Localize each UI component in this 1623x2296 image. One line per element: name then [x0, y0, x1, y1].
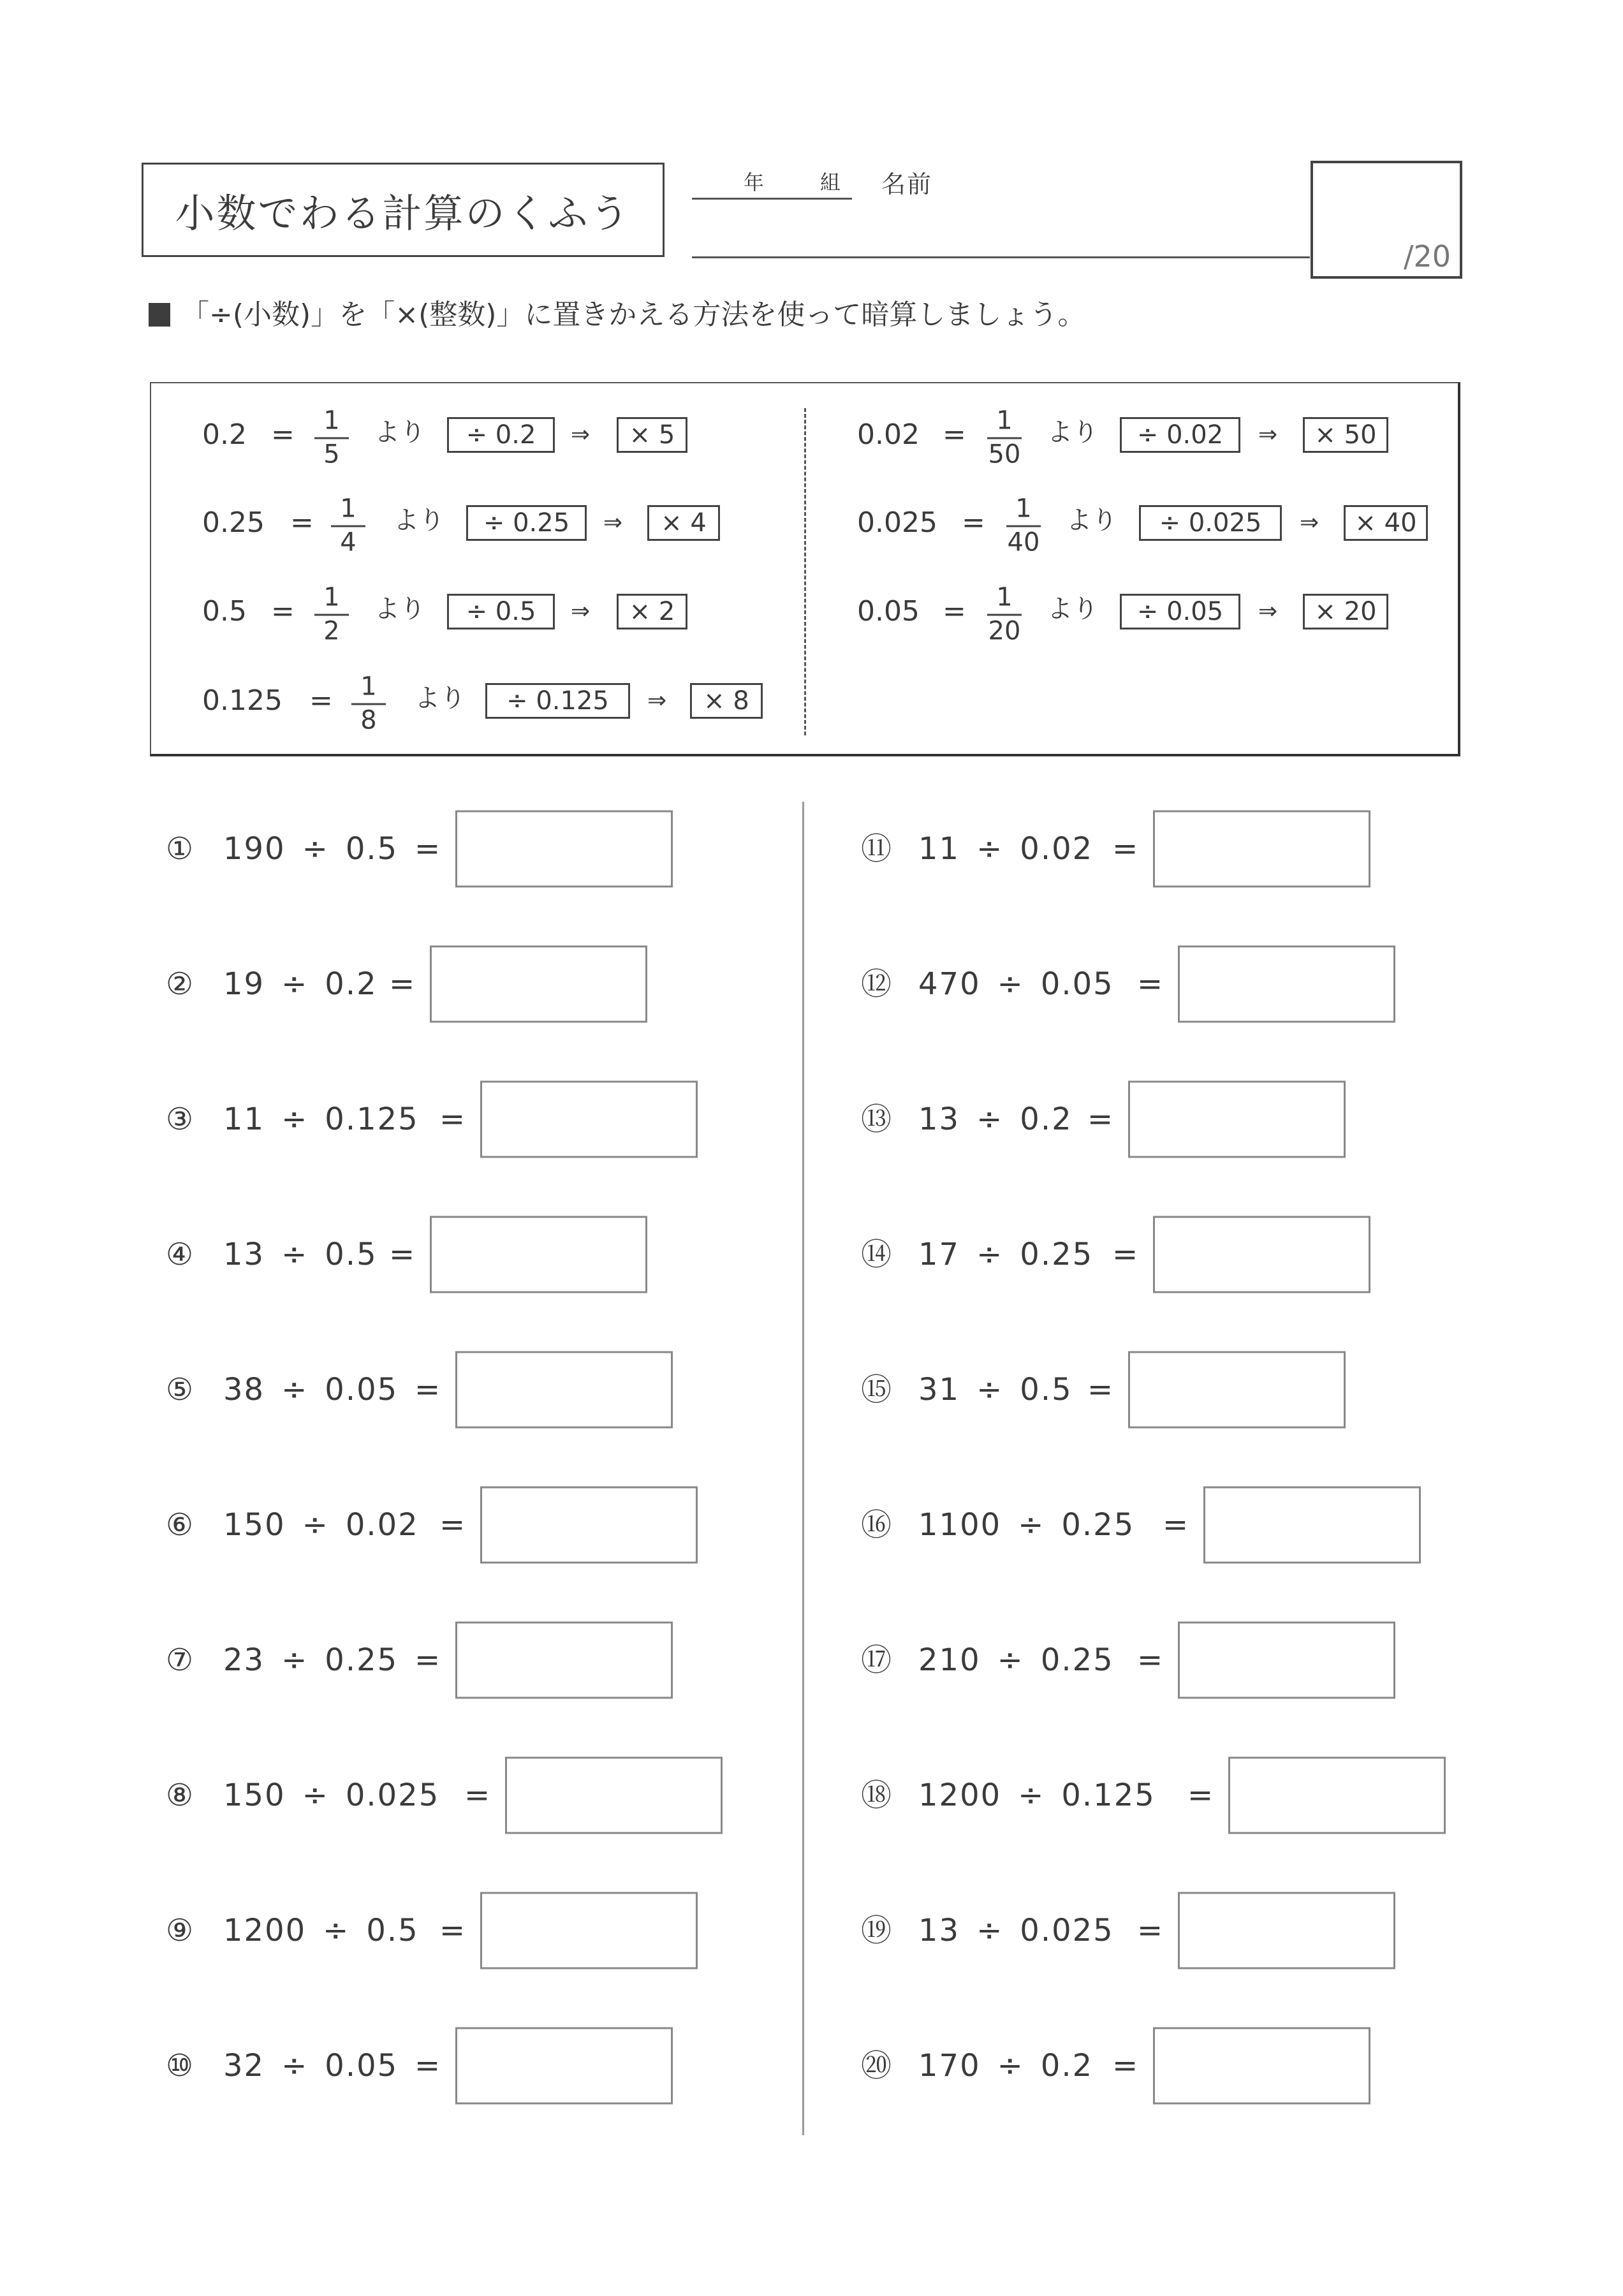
problem-number: ⑭ — [861, 1237, 892, 1272]
division-sign: ÷ — [281, 1237, 309, 1272]
problem-divisor: 0.5 — [325, 1237, 378, 1272]
example-fraction — [1004, 495, 1043, 557]
problem-divisor: 0.025 — [345, 1777, 440, 1813]
problem-divisor: 0.25 — [1020, 1237, 1094, 1272]
problem-number: ① — [166, 831, 194, 867]
example-divide-text: ÷ 0.2 — [466, 420, 536, 450]
example-divide-box — [1120, 417, 1240, 453]
name-label: 名前 — [881, 170, 933, 198]
problem-divisor: 0.05 — [1040, 966, 1114, 1002]
answer-box[interactable] — [480, 1487, 698, 1564]
example-multiply-box — [690, 683, 763, 719]
example-connector: より — [374, 594, 425, 624]
problem-dividend: 470 — [918, 966, 981, 1002]
example-divide-box — [447, 594, 555, 629]
problem-number: ⑲ — [861, 1913, 892, 1948]
fraction-bar — [331, 526, 365, 527]
example-equals: = — [309, 684, 333, 717]
division-sign: ÷ — [976, 1237, 1004, 1272]
problem-number: ⑤ — [166, 1372, 194, 1408]
example-equals: = — [943, 418, 966, 451]
problem-expression — [918, 831, 1093, 867]
problem-divisor: 0.5 — [366, 1913, 419, 1948]
fraction-denominator: 5 — [323, 439, 340, 469]
fraction-bar — [314, 614, 349, 616]
answer-box[interactable] — [480, 1081, 698, 1158]
worksheet-title: 小数でわる計算のくふう — [175, 189, 631, 237]
problem-equals: = — [1187, 1777, 1214, 1813]
problem-dividend: 11 — [223, 1101, 265, 1137]
example-multiply-text: × 50 — [1314, 420, 1377, 450]
problem-equals: = — [389, 966, 415, 1002]
example-multiply-text: × 8 — [703, 686, 749, 716]
answer-box[interactable] — [430, 946, 647, 1023]
example-connector: より — [393, 506, 444, 535]
problem-expression — [223, 1101, 419, 1137]
example-multiply-text: × 40 — [1355, 508, 1417, 538]
problem-dividend: 11 — [918, 831, 960, 867]
problem-number: ④ — [166, 1237, 194, 1272]
example-decimal: 0.05 — [857, 595, 920, 628]
division-sign: ÷ — [997, 2048, 1024, 2084]
fraction-numerator: 1 — [996, 582, 1013, 612]
division-sign: ÷ — [1018, 1777, 1045, 1813]
problem-equals: = — [439, 1913, 466, 1948]
square-bullet-icon — [149, 303, 170, 327]
division-sign: ÷ — [976, 831, 1004, 867]
example-decimal: 0.25 — [202, 506, 265, 539]
arrow-icon: ⇒ — [647, 688, 667, 714]
fraction-bar — [987, 614, 1022, 616]
problem-number: ⑦ — [166, 1642, 194, 1678]
problem-divisor: 0.025 — [1020, 1913, 1114, 1948]
problem-expression — [223, 1507, 419, 1543]
problem-expression — [918, 1777, 1156, 1813]
example-multiply-box — [1303, 594, 1388, 629]
arrow-icon: ⇒ — [603, 510, 623, 536]
division-sign: ÷ — [281, 1101, 309, 1137]
example-decimal: 0.125 — [202, 684, 283, 717]
example-divide-box — [447, 417, 555, 453]
fraction-numerator: 1 — [340, 494, 356, 524]
division-sign: ÷ — [976, 1372, 1004, 1408]
answer-box[interactable] — [455, 811, 673, 888]
problem-dividend: 13 — [223, 1237, 265, 1272]
answer-box[interactable] — [1153, 811, 1370, 888]
answer-box[interactable] — [1128, 1081, 1346, 1158]
answer-box[interactable] — [1178, 1892, 1395, 1969]
problem-equals: = — [1087, 1372, 1113, 1408]
problem-number: ⑧ — [166, 1777, 194, 1813]
problem-number: ⑥ — [166, 1507, 194, 1543]
example-fraction — [985, 407, 1024, 469]
example-connector: より — [1047, 418, 1098, 447]
problem-number: ⑩ — [166, 2048, 194, 2084]
problem-number: ⑫ — [861, 966, 892, 1002]
example-divide-box — [1139, 505, 1282, 541]
example-multiply-box — [1344, 505, 1428, 541]
arrow-icon: ⇒ — [571, 422, 591, 448]
problem-equals: = — [415, 1642, 441, 1678]
fraction-bar — [351, 703, 386, 705]
answer-box[interactable] — [505, 1757, 723, 1834]
problem-divisor: 0.2 — [325, 966, 378, 1002]
name-field[interactable] — [692, 256, 1310, 258]
example-decimal: 0.5 — [202, 595, 247, 628]
fraction-denominator: 20 — [988, 616, 1021, 646]
problem-divisor: 0.125 — [325, 1101, 419, 1137]
problem-dividend: 31 — [918, 1372, 960, 1408]
problem-equals: = — [415, 2048, 441, 2084]
example-fraction — [985, 584, 1024, 645]
problem-expression — [223, 831, 398, 867]
example-decimal: 0.02 — [857, 418, 920, 451]
problem-number: ⑱ — [861, 1777, 892, 1813]
example-divide-text: ÷ 0.5 — [466, 597, 536, 626]
example-equals: = — [271, 418, 295, 451]
problem-equals: = — [1137, 1913, 1163, 1948]
problem-expression — [918, 1372, 1073, 1408]
problem-dividend: 38 — [223, 1372, 265, 1408]
problem-divisor: 0.2 — [1040, 2048, 1094, 2084]
example-divide-text: ÷ 0.05 — [1136, 597, 1224, 626]
problem-divisor: 0.05 — [325, 2048, 399, 2084]
problem-expression — [223, 1777, 439, 1813]
example-multiply-box — [1303, 417, 1388, 453]
example-equals: = — [290, 506, 314, 539]
problem-number: ③ — [166, 1101, 194, 1137]
problem-divisor: 0.125 — [1061, 1777, 1156, 1813]
problem-equals: = — [389, 1237, 415, 1272]
example-fraction — [349, 673, 388, 735]
problem-expression — [918, 1913, 1114, 1948]
problem-expression — [223, 1372, 398, 1408]
answer-box[interactable] — [1153, 1216, 1370, 1293]
problem-dividend: 150 — [223, 1507, 286, 1543]
fraction-denominator: 8 — [360, 705, 377, 735]
answer-box[interactable] — [480, 1892, 698, 1969]
example-multiply-text: × 4 — [661, 508, 707, 538]
fraction-numerator: 1 — [996, 406, 1013, 436]
problem-equals: = — [439, 1507, 466, 1543]
problem-divisor: 0.2 — [1020, 1101, 1073, 1137]
answer-box[interactable] — [1178, 946, 1395, 1023]
problem-equals: = — [415, 1372, 441, 1408]
example-connector: より — [1047, 594, 1098, 624]
problem-dividend: 13 — [918, 1913, 960, 1948]
example-equals: = — [943, 595, 966, 628]
division-sign: ÷ — [976, 1913, 1004, 1948]
problem-number: ⑯ — [861, 1507, 892, 1543]
fraction-numerator: 1 — [360, 672, 377, 702]
problem-number: ⑰ — [861, 1642, 892, 1678]
problem-equals: = — [439, 1101, 466, 1137]
problem-dividend: 150 — [223, 1777, 286, 1813]
problem-dividend: 1200 — [918, 1777, 1002, 1813]
example-multiply-box — [647, 505, 720, 541]
example-connector: より — [1066, 506, 1117, 535]
arrow-icon: ⇒ — [1300, 510, 1319, 536]
fraction-denominator: 4 — [340, 527, 356, 557]
problem-divisor: 0.02 — [1020, 831, 1094, 867]
example-multiply-text: × 20 — [1314, 597, 1377, 626]
problem-dividend: 210 — [918, 1642, 981, 1678]
fraction-bar — [1006, 526, 1041, 527]
problem-expression — [223, 1642, 398, 1678]
problem-equals: = — [1137, 1642, 1163, 1678]
division-sign: ÷ — [997, 1642, 1024, 1678]
problem-expression — [918, 1237, 1093, 1272]
grade-class-field[interactable] — [692, 198, 852, 200]
arrow-icon: ⇒ — [1258, 598, 1278, 624]
problem-number: ⑮ — [861, 1372, 892, 1408]
example-fraction — [312, 584, 351, 645]
example-connector: より — [374, 418, 425, 447]
answer-box[interactable] — [1153, 2027, 1370, 2105]
problem-expression — [918, 2048, 1093, 2084]
problem-equals: = — [1163, 1507, 1189, 1543]
division-sign: ÷ — [323, 1913, 350, 1948]
division-sign: ÷ — [976, 1101, 1004, 1137]
example-divide-text: ÷ 0.025 — [1159, 508, 1262, 538]
problem-dividend: 32 — [223, 2048, 265, 2084]
example-fraction — [312, 407, 351, 469]
example-multiply-text: × 2 — [629, 597, 675, 626]
problem-equals: = — [1112, 1237, 1138, 1272]
example-divide-text: ÷ 0.25 — [483, 508, 570, 538]
title-box — [142, 163, 665, 257]
division-sign: ÷ — [302, 1507, 329, 1543]
example-multiply-box — [617, 594, 687, 629]
problem-dividend: 19 — [223, 966, 265, 1002]
answer-box[interactable] — [1228, 1757, 1446, 1834]
problem-dividend: 17 — [918, 1237, 960, 1272]
example-decimal: 0.025 — [857, 506, 937, 539]
example-divide-text: ÷ 0.02 — [1136, 420, 1224, 450]
answer-box[interactable] — [1203, 1487, 1421, 1564]
problem-equals: = — [1112, 2048, 1138, 2084]
answer-box[interactable] — [430, 1216, 647, 1293]
example-divide-box — [485, 683, 630, 719]
fraction-numerator: 1 — [1015, 494, 1032, 524]
problem-equals: = — [464, 1777, 490, 1813]
problem-divisor: 0.5 — [345, 831, 399, 867]
division-sign: ÷ — [997, 966, 1024, 1002]
example-multiply-box — [617, 417, 687, 453]
grade-label: 年 — [744, 170, 765, 195]
class-label: 組 — [820, 170, 841, 195]
problem-expression — [918, 1642, 1114, 1678]
problem-number: ⑬ — [861, 1101, 892, 1137]
example-divider — [804, 408, 806, 735]
problem-expression — [223, 966, 378, 1002]
instruction-text: 「÷(小数)」を「×(整数)」に置きかえる方法を使って暗算しましょう。 — [181, 298, 1086, 331]
example-equals: = — [271, 595, 295, 628]
problem-divisor: 0.25 — [1040, 1642, 1114, 1678]
answer-box[interactable] — [455, 1351, 673, 1429]
problem-dividend: 170 — [918, 2048, 981, 2084]
problem-equals: = — [1137, 966, 1163, 1002]
score-total: /20 — [1403, 239, 1451, 274]
problem-divisor: 0.5 — [1020, 1372, 1073, 1408]
problem-dividend: 23 — [223, 1642, 265, 1678]
problem-number: ⑪ — [861, 831, 892, 867]
answer-box[interactable] — [455, 1622, 673, 1699]
problem-expression — [918, 966, 1114, 1002]
problem-divisor: 0.02 — [345, 1507, 419, 1543]
example-divide-text: ÷ 0.125 — [506, 686, 609, 716]
example-decimal: 0.2 — [202, 418, 247, 451]
problem-divisor: 0.05 — [325, 1372, 399, 1408]
division-sign: ÷ — [302, 831, 329, 867]
example-connector: より — [415, 684, 466, 713]
column-divider — [802, 802, 804, 2135]
division-sign: ÷ — [302, 1777, 329, 1813]
fraction-denominator: 50 — [988, 439, 1021, 469]
example-divide-box — [1120, 594, 1240, 629]
fraction-numerator: 1 — [323, 582, 340, 612]
example-fraction — [329, 495, 367, 557]
division-sign: ÷ — [1018, 1507, 1045, 1543]
problem-expression — [223, 2048, 398, 2084]
problem-number: ② — [166, 966, 194, 1002]
division-sign: ÷ — [281, 2048, 309, 2084]
answer-box[interactable] — [1128, 1351, 1346, 1429]
score-box[interactable] — [1311, 161, 1462, 279]
fraction-numerator: 1 — [323, 406, 340, 436]
problem-dividend: 1200 — [223, 1913, 307, 1948]
division-sign: ÷ — [281, 1372, 309, 1408]
fraction-denominator: 40 — [1007, 527, 1040, 557]
problem-expression — [223, 1237, 378, 1272]
problem-equals: = — [1112, 831, 1138, 867]
arrow-icon: ⇒ — [1258, 422, 1278, 448]
problem-number: ⑳ — [861, 2048, 892, 2084]
division-sign: ÷ — [281, 1642, 309, 1678]
example-multiply-text: × 5 — [629, 420, 675, 450]
problem-dividend: 13 — [918, 1101, 960, 1137]
problem-expression — [918, 1507, 1135, 1543]
problem-number: ⑨ — [166, 1913, 194, 1948]
example-divide-box — [466, 505, 587, 541]
fraction-bar — [314, 438, 349, 439]
problem-divisor: 0.25 — [1061, 1507, 1135, 1543]
problem-expression — [918, 1101, 1073, 1137]
problem-dividend: 1100 — [918, 1507, 1002, 1543]
problem-dividend: 190 — [223, 831, 286, 867]
division-sign: ÷ — [281, 966, 309, 1002]
problem-equals: = — [415, 831, 441, 867]
problem-divisor: 0.25 — [325, 1642, 399, 1678]
arrow-icon: ⇒ — [571, 598, 591, 624]
fraction-denominator: 2 — [323, 616, 340, 646]
answer-box[interactable] — [455, 2027, 673, 2105]
fraction-bar — [987, 438, 1022, 439]
problem-expression — [223, 1913, 419, 1948]
example-equals: = — [962, 506, 985, 539]
problem-equals: = — [1087, 1101, 1113, 1137]
answer-box[interactable] — [1178, 1622, 1395, 1699]
